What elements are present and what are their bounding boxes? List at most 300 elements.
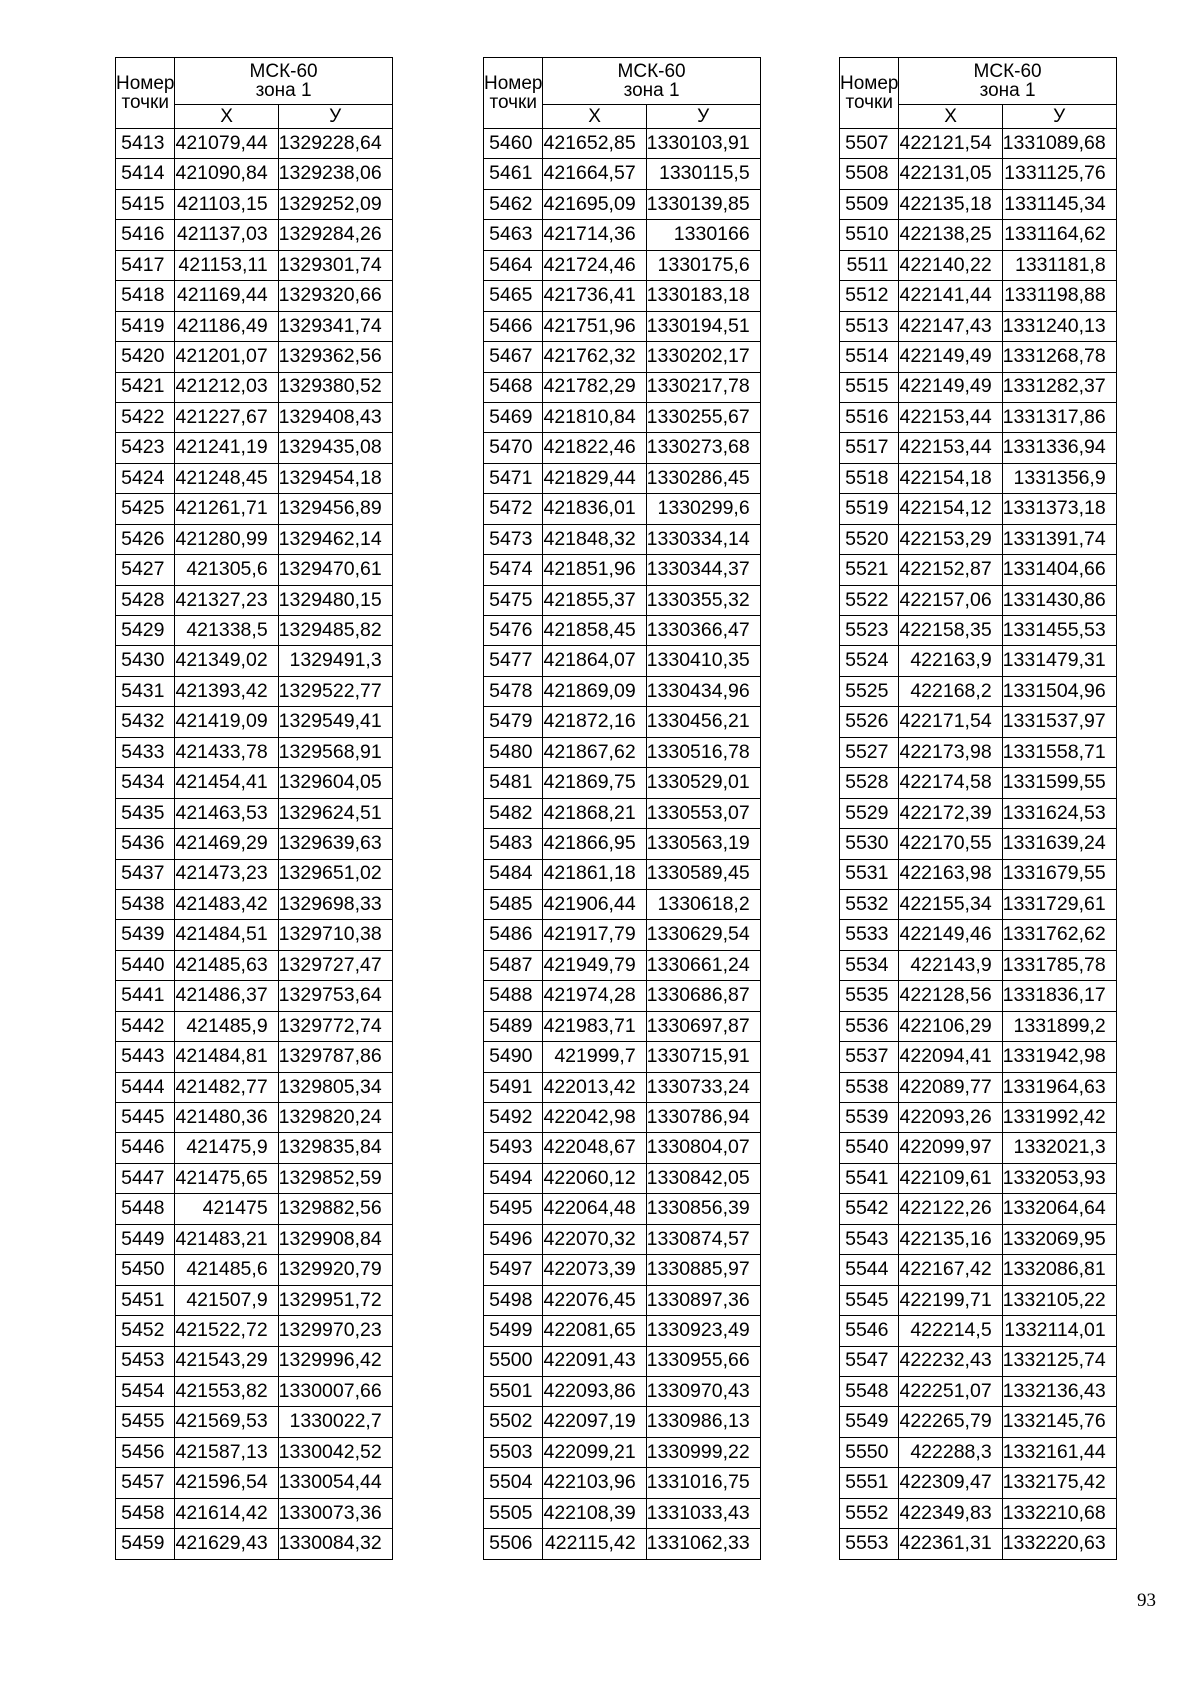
table-row	[484, 281, 761, 311]
x-coordinate-cell: 421724,46	[543, 250, 646, 280]
table-row	[484, 1255, 761, 1285]
point-number-cell: 5551	[840, 1468, 899, 1498]
point-number-cell: 5464	[484, 250, 543, 280]
y-coordinate-cell: 1329380,52	[278, 372, 392, 402]
point-number-cell: 5534	[840, 950, 899, 980]
x-coordinate-cell: 421917,79	[543, 920, 646, 950]
point-number-cell: 5447	[116, 1163, 175, 1193]
table-row	[840, 1255, 1117, 1285]
point-number-cell: 5525	[840, 676, 899, 706]
point-number-cell: 5533	[840, 920, 899, 950]
point-number-cell: 5469	[484, 402, 543, 432]
table-row	[840, 433, 1117, 463]
point-number-cell: 5487	[484, 950, 543, 980]
point-number-cell: 5512	[840, 281, 899, 311]
x-coordinate-cell: 422170,55	[899, 829, 1002, 859]
x-coordinate-cell: 421137,03	[175, 220, 278, 250]
point-number-cell: 5477	[484, 646, 543, 676]
table-row	[484, 1011, 761, 1041]
y-coordinate-cell: 1329639,63	[278, 829, 392, 859]
x-coordinate-cell: 421241,19	[175, 433, 278, 463]
y-coordinate-cell: 1332175,42	[1002, 1468, 1116, 1498]
coordinate-table	[115, 57, 393, 1560]
table-row	[116, 1346, 393, 1376]
y-coordinate-cell: 1329480,15	[278, 585, 392, 615]
y-coordinate-cell: 1330217,78	[646, 372, 760, 402]
y-coordinate-cell: 1331785,78	[1002, 950, 1116, 980]
point-number-cell: 5418	[116, 281, 175, 311]
y-coordinate-cell: 1332136,43	[1002, 1376, 1116, 1406]
y-coordinate-cell: 1332064,64	[1002, 1194, 1116, 1224]
x-coordinate-cell: 422143,9	[899, 950, 1002, 980]
y-coordinate-cell: 1329454,18	[278, 463, 392, 493]
y-coordinate-cell: 1330885,97	[646, 1255, 760, 1285]
point-number-cell: 5553	[840, 1529, 899, 1559]
point-number-cell: 5517	[840, 433, 899, 463]
table-row	[484, 859, 761, 889]
table-row	[484, 1316, 761, 1346]
table-row	[116, 311, 393, 341]
y-coordinate-cell: 1329604,05	[278, 768, 392, 798]
table-row	[484, 1529, 761, 1559]
table-row	[484, 463, 761, 493]
table-row	[116, 129, 393, 159]
table-row	[840, 524, 1117, 554]
point-number-cell: 5468	[484, 372, 543, 402]
y-coordinate-cell: 1331282,37	[1002, 372, 1116, 402]
x-coordinate-cell: 422013,42	[543, 1072, 646, 1102]
table-row	[840, 981, 1117, 1011]
table-header	[116, 58, 393, 129]
point-number-cell: 5433	[116, 737, 175, 767]
point-number-cell: 5472	[484, 494, 543, 524]
y-coordinate-cell: 1329301,74	[278, 250, 392, 280]
header-text: точки	[121, 92, 169, 113]
x-coordinate-cell: 421186,49	[175, 311, 278, 341]
x-coordinate-cell: 421866,95	[543, 829, 646, 859]
point-number-cell: 5417	[116, 250, 175, 280]
x-coordinate-cell: 421587,13	[175, 1437, 278, 1467]
point-number-cell: 5422	[116, 402, 175, 432]
x-coordinate-cell: 422091,43	[543, 1346, 646, 1376]
point-number-header	[840, 58, 899, 129]
point-number-cell: 5509	[840, 189, 899, 219]
x-coordinate-cell: 421782,29	[543, 372, 646, 402]
x-coordinate-cell: 421851,96	[543, 555, 646, 585]
table-row	[484, 1346, 761, 1376]
table-row	[116, 189, 393, 219]
y-coordinate-cell: 1332145,76	[1002, 1407, 1116, 1437]
y-coordinate-cell: 1331624,53	[1002, 798, 1116, 828]
x-coordinate-cell: 421543,29	[175, 1346, 278, 1376]
y-coordinate-cell: 1330355,32	[646, 585, 760, 615]
point-number-cell: 5493	[484, 1133, 543, 1163]
point-number-cell: 5476	[484, 616, 543, 646]
point-number-cell: 5416	[116, 220, 175, 250]
point-number-cell: 5438	[116, 889, 175, 919]
table-row	[116, 616, 393, 646]
y-coordinate-cell: 1330410,35	[646, 646, 760, 676]
x-coordinate-cell: 422060,12	[543, 1163, 646, 1193]
x-coordinate-cell: 422167,42	[899, 1255, 1002, 1285]
point-number-cell: 5497	[484, 1255, 543, 1285]
table-row	[484, 311, 761, 341]
y-coordinate-cell: 1329485,82	[278, 616, 392, 646]
table-row	[484, 524, 761, 554]
x-coordinate-cell: 422153,44	[899, 433, 1002, 463]
point-number-cell: 5521	[840, 555, 899, 585]
x-coordinate-cell: 421869,75	[543, 768, 646, 798]
point-number-cell: 5492	[484, 1103, 543, 1133]
x-coordinate-cell: 421090,84	[175, 159, 278, 189]
y-coordinate-cell: 1331679,55	[1002, 859, 1116, 889]
table-row	[840, 1407, 1117, 1437]
x-coordinate-cell: 422109,61	[899, 1163, 1002, 1193]
table-row	[116, 433, 393, 463]
point-number-cell: 5502	[484, 1407, 543, 1437]
table-row	[484, 402, 761, 432]
table-row	[116, 1407, 393, 1437]
table-row	[484, 1042, 761, 1072]
point-number-cell: 5511	[840, 250, 899, 280]
table-row	[484, 920, 761, 950]
y-coordinate-cell: 1330139,85	[646, 189, 760, 219]
x-coordinate-cell: 422099,21	[543, 1437, 646, 1467]
point-number-cell: 5539	[840, 1103, 899, 1133]
table-row	[484, 159, 761, 189]
x-coordinate-cell: 421480,36	[175, 1103, 278, 1133]
point-number-cell: 5510	[840, 220, 899, 250]
header-text: МСК-60	[973, 61, 1042, 82]
y-coordinate-cell: 1330115,5	[646, 159, 760, 189]
point-number-cell: 5547	[840, 1346, 899, 1376]
table-row	[840, 129, 1117, 159]
y-coordinate-cell: 1330007,66	[278, 1376, 392, 1406]
point-number-cell: 5506	[484, 1529, 543, 1559]
table-row	[840, 829, 1117, 859]
x-coordinate-cell: 421614,42	[175, 1498, 278, 1528]
point-number-cell: 5541	[840, 1163, 899, 1193]
x-coordinate-cell: 421484,51	[175, 920, 278, 950]
y-coordinate-cell: 1330366,47	[646, 616, 760, 646]
point-number-cell: 5548	[840, 1376, 899, 1406]
point-number-cell: 5546	[840, 1316, 899, 1346]
point-number-cell: 5514	[840, 342, 899, 372]
table-row	[840, 1224, 1117, 1254]
y-coordinate-cell: 1329549,41	[278, 707, 392, 737]
x-coordinate-cell: 422093,86	[543, 1376, 646, 1406]
y-coordinate-cell: 1330986,13	[646, 1407, 760, 1437]
point-number-cell: 5474	[484, 555, 543, 585]
y-coordinate-cell: 1331942,98	[1002, 1042, 1116, 1072]
y-coordinate-cell: 1332210,68	[1002, 1498, 1116, 1528]
point-number-cell: 5461	[484, 159, 543, 189]
y-coordinate-cell: 1330553,07	[646, 798, 760, 828]
table-row	[116, 1042, 393, 1072]
y-coordinate-cell: 1330255,67	[646, 402, 760, 432]
table-row	[116, 1194, 393, 1224]
y-coordinate-cell: 1329284,26	[278, 220, 392, 250]
point-number-cell: 5437	[116, 859, 175, 889]
y-coordinate-cell: 1330103,91	[646, 129, 760, 159]
y-coordinate-cell: 1331240,13	[1002, 311, 1116, 341]
table-row	[116, 981, 393, 1011]
table-row	[116, 737, 393, 767]
point-number-cell: 5519	[840, 494, 899, 524]
table-row	[840, 1011, 1117, 1041]
table-row	[116, 1498, 393, 1528]
table-row	[116, 798, 393, 828]
y-coordinate-cell: 1331033,43	[646, 1498, 760, 1528]
y-coordinate-cell: 1329753,64	[278, 981, 392, 1011]
y-coordinate-cell: 1331964,63	[1002, 1072, 1116, 1102]
x-coordinate-cell: 421485,9	[175, 1011, 278, 1041]
y-coordinate-cell: 1330434,96	[646, 676, 760, 706]
x-coordinate-cell: 421079,44	[175, 129, 278, 159]
y-coordinate-cell: 1329820,24	[278, 1103, 392, 1133]
y-coordinate-cell: 1330697,87	[646, 1011, 760, 1041]
table-row	[840, 737, 1117, 767]
x-coordinate-cell: 421848,32	[543, 524, 646, 554]
point-number-cell: 5516	[840, 402, 899, 432]
point-number-cell: 5522	[840, 585, 899, 615]
point-number-cell: 5478	[484, 676, 543, 706]
x-coordinate-cell: 422168,2	[899, 676, 1002, 706]
y-coordinate-cell: 1329462,14	[278, 524, 392, 554]
y-coordinate-cell: 1330897,36	[646, 1285, 760, 1315]
table-row	[840, 402, 1117, 432]
y-coordinate-cell: 1331992,42	[1002, 1103, 1116, 1133]
point-number-cell: 5500	[484, 1346, 543, 1376]
y-coordinate-cell: 1331762,62	[1002, 920, 1116, 950]
point-number-cell: 5526	[840, 707, 899, 737]
table-row	[840, 1529, 1117, 1559]
y-coordinate-cell: 1331391,74	[1002, 524, 1116, 554]
table-row	[840, 889, 1117, 919]
x-coordinate-cell: 422103,96	[543, 1468, 646, 1498]
y-coordinate-cell: 1329568,91	[278, 737, 392, 767]
x-coordinate-cell: 421869,09	[543, 676, 646, 706]
table-row	[484, 737, 761, 767]
x-coordinate-cell: 422288,3	[899, 1437, 1002, 1467]
y-axis-header: У	[1002, 105, 1116, 129]
y-coordinate-cell: 1331729,61	[1002, 889, 1116, 919]
x-coordinate-cell: 422131,05	[899, 159, 1002, 189]
x-coordinate-cell: 422265,79	[899, 1407, 1002, 1437]
y-coordinate-cell: 1329787,86	[278, 1042, 392, 1072]
point-number-cell: 5427	[116, 555, 175, 585]
y-coordinate-cell: 1331504,96	[1002, 676, 1116, 706]
header-text: точки	[489, 92, 537, 113]
table-header	[484, 58, 761, 129]
table-row	[484, 1163, 761, 1193]
x-coordinate-cell: 422141,44	[899, 281, 1002, 311]
point-number-cell: 5543	[840, 1224, 899, 1254]
point-number-cell: 5489	[484, 1011, 543, 1041]
y-coordinate-cell: 1332053,93	[1002, 1163, 1116, 1193]
x-coordinate-cell: 421483,42	[175, 889, 278, 919]
y-coordinate-cell: 1330334,14	[646, 524, 760, 554]
x-coordinate-cell: 421261,71	[175, 494, 278, 524]
point-number-cell: 5537	[840, 1042, 899, 1072]
y-coordinate-cell: 1331455,53	[1002, 616, 1116, 646]
x-coordinate-cell: 422149,49	[899, 372, 1002, 402]
y-coordinate-cell: 1330054,44	[278, 1468, 392, 1498]
table-row	[116, 1529, 393, 1559]
point-number-cell: 5415	[116, 189, 175, 219]
table-row	[840, 281, 1117, 311]
x-coordinate-cell: 422099,97	[899, 1133, 1002, 1163]
x-coordinate-cell: 421596,54	[175, 1468, 278, 1498]
point-number-cell: 5413	[116, 129, 175, 159]
table-row	[484, 189, 761, 219]
x-coordinate-cell: 421861,18	[543, 859, 646, 889]
y-coordinate-cell: 1329624,51	[278, 798, 392, 828]
x-coordinate-cell: 421867,62	[543, 737, 646, 767]
y-coordinate-cell: 1331317,86	[1002, 402, 1116, 432]
y-coordinate-cell: 1330563,19	[646, 829, 760, 859]
x-coordinate-cell: 421695,09	[543, 189, 646, 219]
point-number-cell: 5442	[116, 1011, 175, 1041]
x-coordinate-cell: 421327,23	[175, 585, 278, 615]
point-number-cell: 5424	[116, 463, 175, 493]
y-coordinate-cell: 1329362,56	[278, 342, 392, 372]
point-number-cell: 5423	[116, 433, 175, 463]
x-coordinate-cell: 421463,53	[175, 798, 278, 828]
y-coordinate-cell: 1330786,94	[646, 1103, 760, 1133]
table-row	[116, 859, 393, 889]
x-coordinate-cell: 421153,11	[175, 250, 278, 280]
y-coordinate-cell: 1330923,49	[646, 1316, 760, 1346]
y-coordinate-cell: 1330589,45	[646, 859, 760, 889]
point-number-cell: 5414	[116, 159, 175, 189]
table-row	[484, 646, 761, 676]
x-coordinate-cell: 422157,06	[899, 585, 1002, 615]
x-coordinate-cell: 421822,46	[543, 433, 646, 463]
table-row	[116, 250, 393, 280]
y-coordinate-cell: 1331268,78	[1002, 342, 1116, 372]
table-header	[840, 58, 1117, 129]
point-number-cell: 5480	[484, 737, 543, 767]
y-coordinate-cell: 1329996,42	[278, 1346, 392, 1376]
point-number-cell: 5523	[840, 616, 899, 646]
table-row	[116, 707, 393, 737]
x-coordinate-cell: 422251,07	[899, 1376, 1002, 1406]
y-coordinate-cell: 1329252,09	[278, 189, 392, 219]
coordinate-system-header	[175, 58, 392, 105]
y-coordinate-cell: 1332114,01	[1002, 1316, 1116, 1346]
table-row	[116, 889, 393, 919]
table-row	[484, 616, 761, 646]
point-number-cell: 5545	[840, 1285, 899, 1315]
x-axis-header: X	[543, 105, 646, 129]
y-coordinate-cell: 1329970,23	[278, 1316, 392, 1346]
point-number-cell: 5470	[484, 433, 543, 463]
x-coordinate-cell: 422153,44	[899, 402, 1002, 432]
x-coordinate-cell: 421349,02	[175, 646, 278, 676]
table-row	[484, 494, 761, 524]
x-coordinate-cell: 421810,84	[543, 402, 646, 432]
y-coordinate-cell: 1330715,91	[646, 1042, 760, 1072]
point-number-cell: 5430	[116, 646, 175, 676]
x-coordinate-cell: 421906,44	[543, 889, 646, 919]
point-number-cell: 5552	[840, 1498, 899, 1528]
y-axis-header: У	[278, 105, 392, 129]
x-coordinate-cell: 422042,98	[543, 1103, 646, 1133]
x-coordinate-cell: 421664,57	[543, 159, 646, 189]
point-number-cell: 5444	[116, 1072, 175, 1102]
table-row	[840, 1468, 1117, 1498]
table-row	[484, 220, 761, 250]
y-coordinate-cell: 1331430,86	[1002, 585, 1116, 615]
x-coordinate-cell: 422232,43	[899, 1346, 1002, 1376]
table-row	[484, 250, 761, 280]
table-row	[116, 372, 393, 402]
x-coordinate-cell: 421169,44	[175, 281, 278, 311]
y-coordinate-cell: 1331145,34	[1002, 189, 1116, 219]
table-row	[484, 372, 761, 402]
y-coordinate-cell: 1330022,7	[278, 1407, 392, 1437]
x-coordinate-cell: 421475,9	[175, 1133, 278, 1163]
y-coordinate-cell: 1331356,9	[1002, 463, 1116, 493]
point-number-cell: 5538	[840, 1072, 899, 1102]
x-coordinate-cell: 422174,58	[899, 768, 1002, 798]
point-number-cell: 5450	[116, 1255, 175, 1285]
point-number-cell: 5495	[484, 1194, 543, 1224]
x-coordinate-cell: 422122,26	[899, 1194, 1002, 1224]
table-row	[116, 1072, 393, 1102]
header-text: Номер	[840, 73, 899, 94]
table-row	[840, 1042, 1117, 1072]
table-row	[840, 1437, 1117, 1467]
x-coordinate-cell: 421305,6	[175, 555, 278, 585]
point-number-cell: 5421	[116, 372, 175, 402]
table-row	[116, 494, 393, 524]
y-coordinate-cell: 1330970,43	[646, 1376, 760, 1406]
x-coordinate-cell: 421751,96	[543, 311, 646, 341]
x-coordinate-cell: 421872,16	[543, 707, 646, 737]
x-coordinate-cell: 421201,07	[175, 342, 278, 372]
header-text: точки	[845, 92, 893, 113]
y-coordinate-cell: 1330999,22	[646, 1437, 760, 1467]
point-number-cell: 5456	[116, 1437, 175, 1467]
table-row	[840, 859, 1117, 889]
x-coordinate-cell: 422361,31	[899, 1529, 1002, 1559]
table-row	[840, 1072, 1117, 1102]
table-row	[840, 798, 1117, 828]
point-number-cell: 5501	[484, 1376, 543, 1406]
y-coordinate-cell: 1329408,43	[278, 402, 392, 432]
point-number-cell: 5481	[484, 768, 543, 798]
y-coordinate-cell: 1331899,2	[1002, 1011, 1116, 1041]
x-coordinate-cell: 422163,98	[899, 859, 1002, 889]
x-coordinate-cell: 422158,35	[899, 616, 1002, 646]
table-row	[484, 1407, 761, 1437]
point-number-cell: 5531	[840, 859, 899, 889]
y-coordinate-cell: 1332105,22	[1002, 1285, 1116, 1315]
table-row	[116, 402, 393, 432]
header-text: зона 1	[255, 80, 312, 101]
point-number-cell: 5479	[484, 707, 543, 737]
table-row	[484, 1072, 761, 1102]
point-number-cell: 5451	[116, 1285, 175, 1315]
table-row	[840, 676, 1117, 706]
table-row	[116, 220, 393, 250]
y-coordinate-cell: 1330516,78	[646, 737, 760, 767]
point-number-cell: 5455	[116, 1407, 175, 1437]
x-coordinate-cell: 422149,46	[899, 920, 1002, 950]
table-row	[840, 950, 1117, 980]
